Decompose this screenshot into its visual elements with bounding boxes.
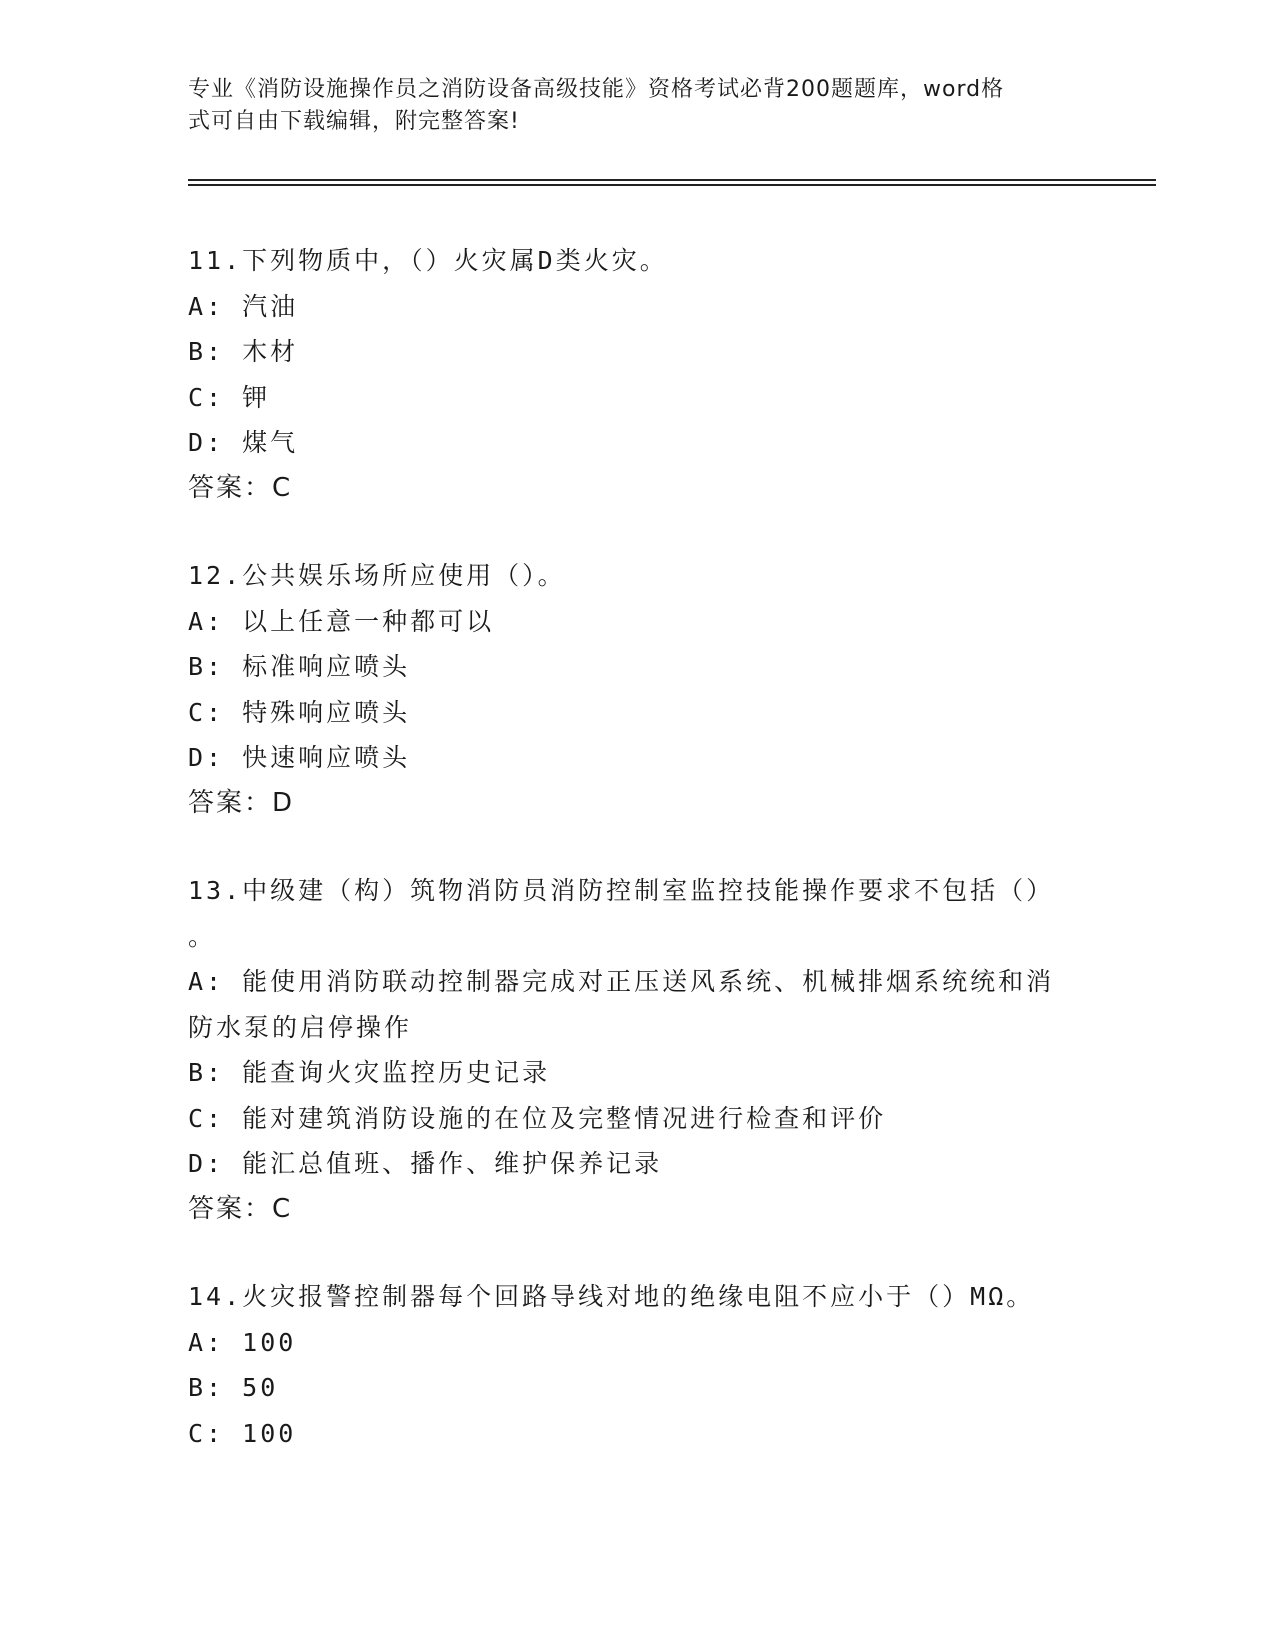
answer-label: 答案：C <box>188 472 293 503</box>
question-stem: 14.火灾报警控制器每个回路导线对地的绝缘电阻不应小于（）MΩ。 <box>188 1282 1035 1311</box>
option-d: D: 煤气 <box>188 428 299 457</box>
option-a: A: 以上任意一种都可以 <box>188 606 495 636</box>
option-d: D: 能汇总值班、播作、维护保养记录 <box>188 1149 663 1178</box>
option-b: B: 50 <box>188 1373 279 1402</box>
option-b: B: 木材 <box>188 337 299 366</box>
question-12 <box>188 553 1088 826</box>
option-c: C: 钾 <box>188 382 271 412</box>
question-stem: 12.公共娱乐场所应使用（）。 <box>188 561 566 590</box>
header-divider-bottom <box>188 184 1156 186</box>
option-a: A: 能使用消防联动控制器完成对正压送风系统、机械排烟系统统和消 <box>188 967 1055 996</box>
option-a: A: 100 <box>188 1327 297 1357</box>
question-stem: 13.中级建（构）筑物消防员消防控制室监控技能操作要求不包括（） <box>188 876 1055 905</box>
option-c: C: 能对建筑消防设施的在位及完整情况进行检查和评价 <box>188 1103 887 1133</box>
header-line-2: 式可自由下载编辑，附完整答案! <box>188 109 520 134</box>
question-list <box>188 238 1088 1498</box>
document-header <box>188 74 1068 138</box>
option-d: D: 快速响应喷头 <box>188 743 411 772</box>
question-14 <box>188 1274 1088 1456</box>
question-stem-continued: 。 <box>188 921 217 951</box>
question-stem: 11.下列物质中，（）火灾属D类火灾。 <box>188 246 668 275</box>
header-divider-top <box>188 179 1156 181</box>
option-b: B: 能查询火灾监控历史记录 <box>188 1058 551 1087</box>
answer-label: 答案：D <box>188 787 295 818</box>
question-13 <box>188 868 1088 1232</box>
option-c: C: 特殊响应喷头 <box>188 697 411 727</box>
option-a: A: 汽油 <box>188 291 299 321</box>
option-b: B: 标准响应喷头 <box>188 652 411 681</box>
option-a-continued: 防水泵的启停操作 <box>188 1012 413 1042</box>
question-11 <box>188 238 1088 511</box>
option-c: C: 100 <box>188 1418 297 1448</box>
answer-label: 答案：C <box>188 1193 293 1224</box>
header-line-1: 专业《消防设施操作员之消防设备高级技能》资格考试必背200题题库，word格 <box>188 77 1005 102</box>
